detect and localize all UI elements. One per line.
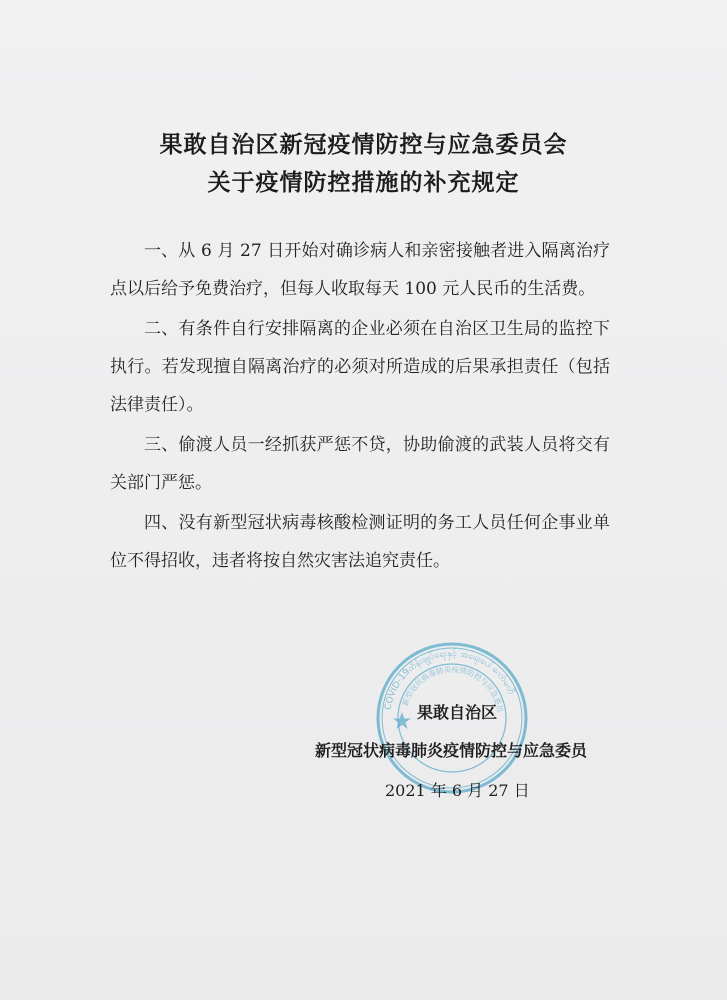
paragraph-3: 三、偷渡人员一经抓获严惩不贷，协助偷渡的武装人员将交有关部门严惩。 (110, 435, 610, 493)
signature-org-line-2: 新型冠状病毒肺炎疫情防控与应急委员 (315, 741, 588, 760)
paragraph-1: 一、从 6 月 27 日开始对确诊病人和亲密接触者进入隔离治疗点以后给予免费治疗，但每人收取每天 100 元人民币的生活费。 (110, 241, 610, 299)
paragraph-4: 四、没有新型冠状病毒核酸检测证明的务工人员任何企事业单位不得招收，违者将按自然灾害法追究责任。 (110, 513, 610, 571)
paragraph-2: 二、有条件自行安排隔离的企业必须在自治区卫生局的监控下执行。若发现擅自隔离治疗的必须对所造成的后果承担责任（包括法律责任）。 (110, 319, 610, 415)
seal-star-icon (393, 712, 411, 729)
signature-org-line-1: 果敢自治区 (417, 703, 498, 722)
document-title-line-2: 关于疫情防控措施的补充规定 (207, 170, 520, 196)
signature-date: 2021 年 6 月 27 日 (385, 781, 530, 800)
seal-outer-text: COVID-19ထိန်းချုပ်ရေးနှင့် အရေးပေါ်ကော်မတီ (383, 648, 517, 711)
document-body (110, 232, 610, 582)
seal-inner-text: 新型冠状病毒肺炎疫情防控与应急委员 (400, 664, 505, 714)
document-title-line-1: 果敢自治区新冠疫情防控与应急委员会 (159, 132, 568, 158)
